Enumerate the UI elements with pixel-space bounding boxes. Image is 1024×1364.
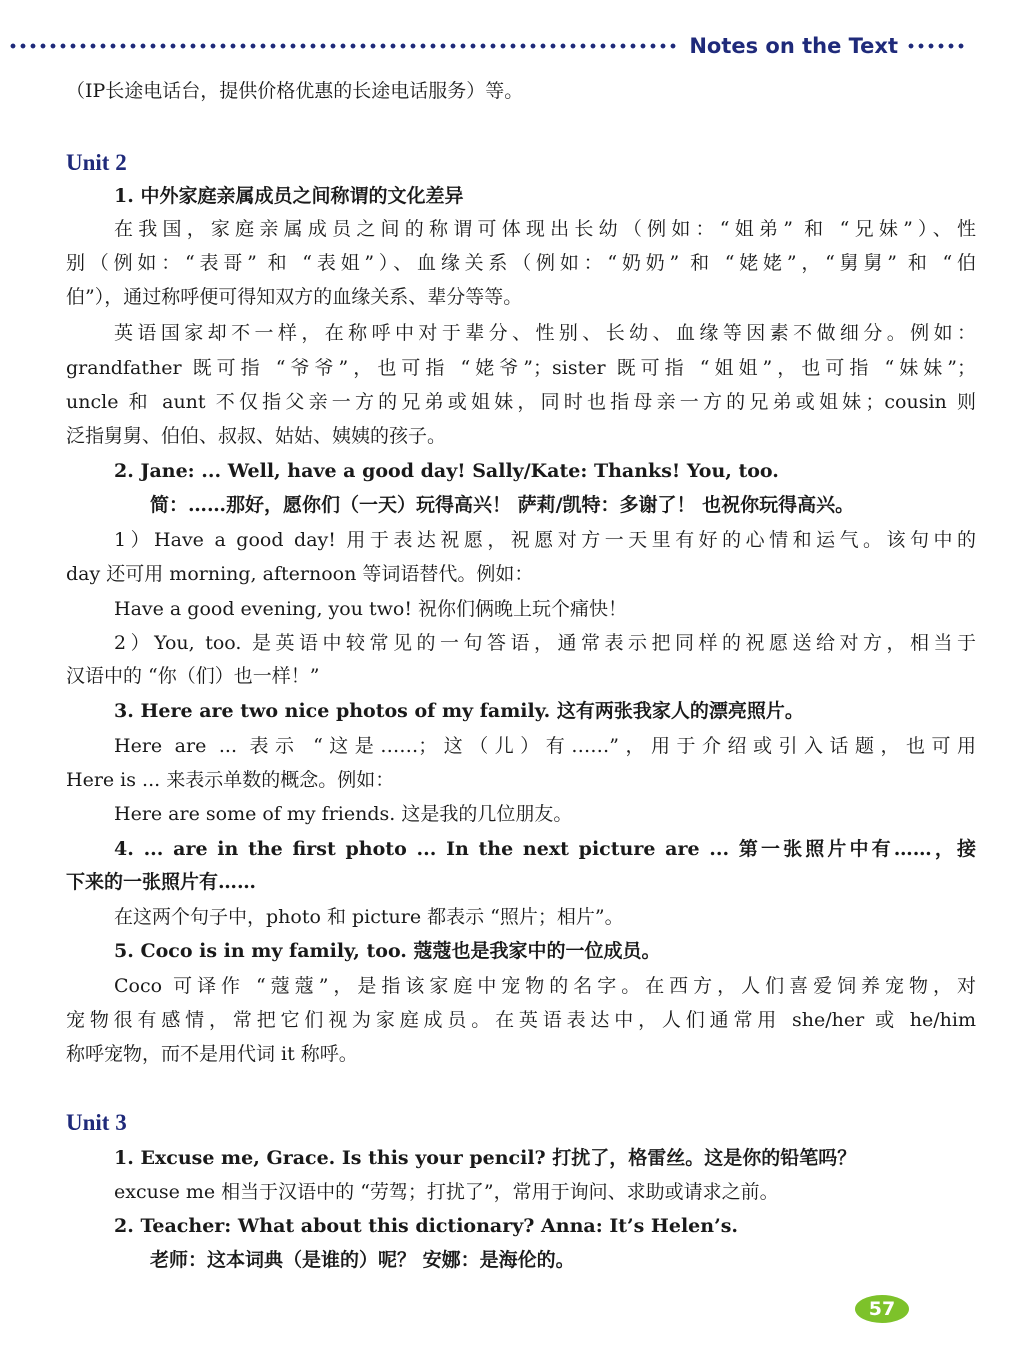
- unit2-note2-example: Have a good evening, you two! 祝你们俩晚上玩个痛快！: [114, 598, 628, 620]
- unit2-note2-sub2-line1: 2）You, too. 是英语中较常见的一句答语，通常表示把同样的祝愿送给对方，相当于: [114, 632, 976, 654]
- unit2-note3-title: 3. Here are two nice photos of my family. 这有两张我家人的漂亮照片。: [114, 700, 804, 722]
- unit-2-heading: Unit 2: [66, 150, 127, 175]
- intro-line: （IP长途电话台，提供价格优惠的长途电话服务）等。: [66, 80, 524, 102]
- header-title: Notes on the Text: [689, 34, 898, 58]
- unit3-note2-translation: 老师：这本词典（是谁的）呢？ 安娜：是海伦的。: [150, 1249, 575, 1271]
- unit2-note1-title: 1. 中外家庭亲属成员之间称谓的文化差异: [114, 185, 464, 207]
- unit2-note3-para-line2: Here is ... 来表示单数的概念。例如：: [66, 769, 395, 791]
- unit2-note4-para: 在这两个句子中，photo 和 picture 都表示 “照片；相片”。: [114, 906, 624, 928]
- unit2-note4-title-line2: 下来的一张照片有……: [66, 871, 257, 893]
- running-header: [8, 30, 968, 62]
- unit2-note1-para1-line2: 别（例如：“表哥” 和 “表姐”）、血缘关系（例如：“奶奶” 和 “姥姥”，“舅舅” 和 “伯: [66, 252, 976, 274]
- unit2-note1-para2-line3: uncle 和 aunt 不仅指父亲一方的兄弟或姐妹，同时也指母亲一方的兄弟或姐妹；cousin 则: [66, 391, 976, 413]
- unit2-note4-title-line1: 4. ... are in the first photo ... In the next picture are ... 第一张照片中有……，接: [114, 838, 976, 860]
- page-number-badge: 57: [855, 1295, 909, 1323]
- unit2-note1-para2-line1: 英语国家却不一样，在称呼中对于辈分、性别、长幼、血缘等因素不做细分。例如：: [114, 322, 976, 344]
- unit2-note5-para-line2: 宠物很有感情，常把它们视为家庭成员。在英语表达中，人们通常用 she/her 或 he/him: [66, 1009, 976, 1031]
- unit2-note3-example: Here are some of my friends. 这是我的几位朋友。: [114, 803, 573, 825]
- unit2-note5-title: 5. Coco is in my family, too. 蔻蔻也是我家中的一位成员。: [114, 940, 661, 962]
- unit2-note2-sub1-line1: 1）Have a good day! 用于表达祝愿，祝愿对方一天里有好的心情和运气。该句中的: [114, 529, 976, 551]
- unit2-note5-para-line3: 称呼宠物，而不是用代词 it 称呼。: [66, 1043, 358, 1065]
- unit2-note2-translation: 简：……那好，愿你们（一天）玩得高兴！ 萨莉/凯特：多谢了！ 也祝你玩得高兴。: [150, 494, 855, 516]
- unit2-note1-para1-line3: 伯”），通过称呼便可得知双方的血缘关系、辈分等等。: [66, 286, 523, 308]
- unit2-note3-para-line1: Here are ... 表示 “这是……；这（儿）有……”，用于介绍或引入话题，也可用: [114, 735, 976, 757]
- unit-3-heading: Unit 3: [66, 1110, 127, 1135]
- header-dot-trail: [906, 43, 968, 49]
- unit3-note1-para: excuse me 相当于汉语中的 “劳驾；打扰了”，常用于询问、求助或请求之前。: [114, 1181, 779, 1203]
- header-dot-leader: [8, 43, 679, 49]
- unit2-note5-para-line1: Coco 可译作 “蔻蔻”，是指该家庭中宠物的名字。在西方，人们喜爱饲养宠物，对: [114, 975, 976, 997]
- unit2-note1-para2-line4: 泛指舅舅、伯伯、叔叔、姑姑、姨姨的孩子。: [66, 425, 447, 447]
- unit2-note2-title: 2. Jane: ... Well, have a good day! Sally/Kate: Thanks! You, too.: [114, 460, 779, 482]
- unit2-note1-para1-line1: 在我国，家庭亲属成员之间的称谓可体现出长幼（例如：“姐弟” 和 “兄妹”）、性: [114, 218, 976, 240]
- unit2-note1-para2-line2: grandfather 既可指 “爷爷”，也可指 “姥爷”；sister 既可指 “姐姐”，也可指 “妹妹”；: [66, 357, 976, 379]
- unit3-note1-title: 1. Excuse me, Grace. Is this your pencil? 打扰了，格雷丝。这是你的铅笔吗？: [114, 1147, 857, 1169]
- unit2-note2-sub1-line2: day 还可用 morning, afternoon 等词语替代。例如：: [66, 563, 534, 585]
- unit3-note2-title: 2. Teacher: What about this dictionary? Anna: It’s Helen’s.: [114, 1215, 739, 1237]
- unit2-note2-sub2-line2: 汉语中的 “你（们）也一样！”: [66, 665, 320, 687]
